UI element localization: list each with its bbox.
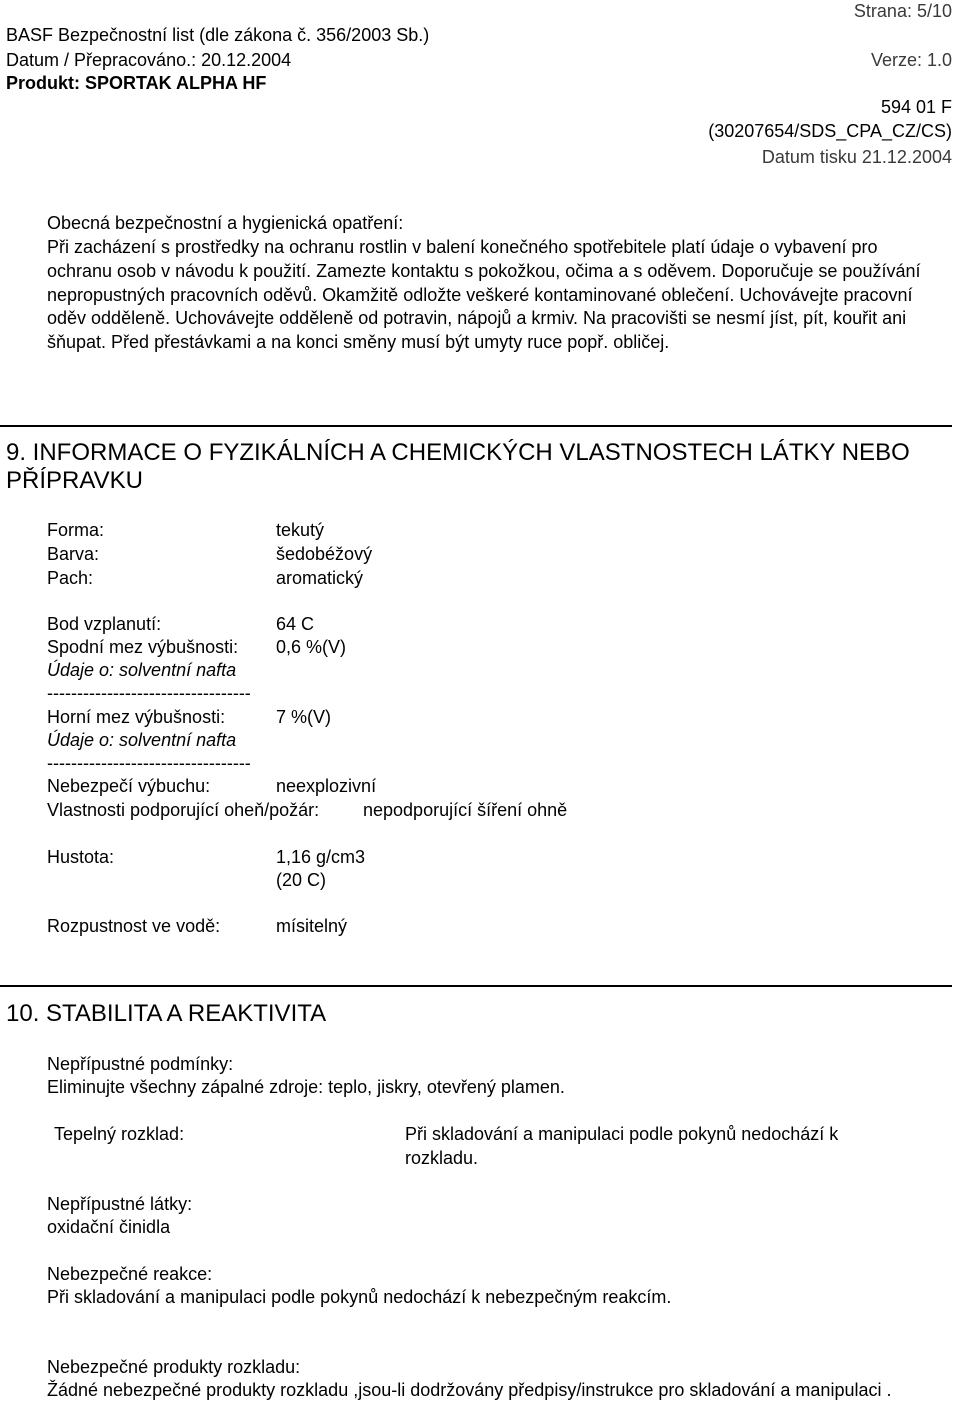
section-9-heading: 9. INFORMACE O FYZIKÁLNÍCH A CHEMICKÝCH VLASTNOSTECH LÁTKY NEBO: [6, 439, 910, 466]
flash-point-value: 64 C: [276, 614, 315, 634]
section-10-heading: 10. STABILITA A REAKTIVITA: [6, 1000, 327, 1027]
fire-label: Vlastnosti podporující oheň/požár:: [47, 800, 320, 820]
color-label: Barva:: [47, 544, 100, 564]
explosion-label: Nebezpečí výbuchu:: [47, 776, 211, 796]
odor-label: Pach:: [47, 568, 94, 588]
reactions-label: Nebezpečné reakce:: [47, 1264, 213, 1284]
uel-value: 7 %(V): [276, 707, 332, 727]
conditions-text: Eliminujte všechny zápalné zdroje: teplo, jiskry, otevřený plamen.: [47, 1077, 565, 1097]
flash-point-label: Bod vzplanutí:: [47, 614, 162, 634]
form-label: Forma:: [47, 520, 105, 540]
section-9-heading-cont: PŘÍPRAVKU: [6, 467, 143, 494]
solubility-value: mísitelný: [276, 916, 348, 936]
solubility-label: Rozpustnost ve vodě:: [47, 916, 221, 936]
uel-label: Horní mez výbušnosti:: [47, 707, 226, 727]
dash-separator: ----------------------------------: [47, 683, 251, 703]
color-value: šedobéžový: [276, 544, 373, 564]
explosion-value: neexplozivní: [276, 776, 377, 796]
uel-source: Údaje o: solventní nafta: [47, 730, 237, 750]
revision-date: Datum / Přepracováno.: 20.12.2004: [6, 50, 292, 70]
lel-label: Spodní mez výbušnosti:: [47, 637, 239, 657]
product-code: 594 01 F: [880, 97, 952, 117]
density-value: 1,16 g/cm3: [276, 847, 366, 867]
reactions-text: Při skladování a manipulaci podle pokynů nedochází k nebezpečným reakcím.: [47, 1287, 672, 1307]
document-title: BASF Bezpečnostní list (dle zákona č. 356/2003 Sb.): [6, 25, 430, 45]
lel-value: 0,6 %(V): [276, 637, 347, 657]
hygiene-title: Obecná bezpečnostní a hygienická opatření:: [47, 213, 404, 233]
version: Verze: 1.0: [870, 50, 952, 70]
lel-source: Údaje o: solventní nafta: [47, 660, 237, 680]
page-number: Strana: 5/10: [853, 1, 952, 21]
form-value: tekutý: [276, 520, 325, 540]
decomposition-label: Tepelný rozklad:: [54, 1124, 185, 1144]
density-label: Hustota:: [47, 847, 115, 867]
section-divider: [0, 985, 952, 987]
products-text: Žádné nebezpečné produkty rozkladu ,jsou-li dodržovány předpisy/instrukce pro skladování a manipulaci .: [47, 1380, 892, 1400]
dash-separator: ----------------------------------: [47, 753, 251, 773]
product-name: Produkt: SPORTAK ALPHA HF: [6, 73, 267, 93]
density-temperature: (20 C): [276, 870, 327, 890]
hygiene-text: Při zacházení s prostředky na ochranu rostlin v balení konečného spotřebitele platí údaje o vybavení pro ochranu osob v návodu k použití. Zamezte kontaktu s pokožkou, očima a s oděvem. Doporučuje se používání nepropustných pracovních oděvů. Okamžitě odložte veškeré kontaminované oblečení. Uchovávejte pracovní oděv odděleně. Uchovávejte odděleně od potravin, nápojů a krmiv. Na pracovišti se nesmí jíst, pít, kouřit ani šňupat. Před přestávkami a na konci směny musí být umyty ruce popř. obličej.: [47, 237, 921, 353]
products-label: Nebezpečné produkty rozkladu:: [47, 1357, 301, 1377]
print-date: Datum tisku 21.12.2004: [761, 147, 952, 167]
decomposition-text: Při skladování a manipulaci podle pokynů nedochází k rozkladu.: [405, 1124, 839, 1168]
odor-value: aromatický: [276, 568, 364, 588]
fire-value: nepodporující šíření ohně: [363, 800, 568, 820]
section-divider: [0, 425, 952, 427]
conditions-label: Nepřípustné podmínky:: [47, 1054, 234, 1074]
substances-text: oxidační činidla: [47, 1217, 171, 1237]
substances-label: Nepřípustné látky:: [47, 1194, 193, 1214]
document-code: (30207654/SDS_CPA_CZ/CS): [708, 121, 952, 141]
